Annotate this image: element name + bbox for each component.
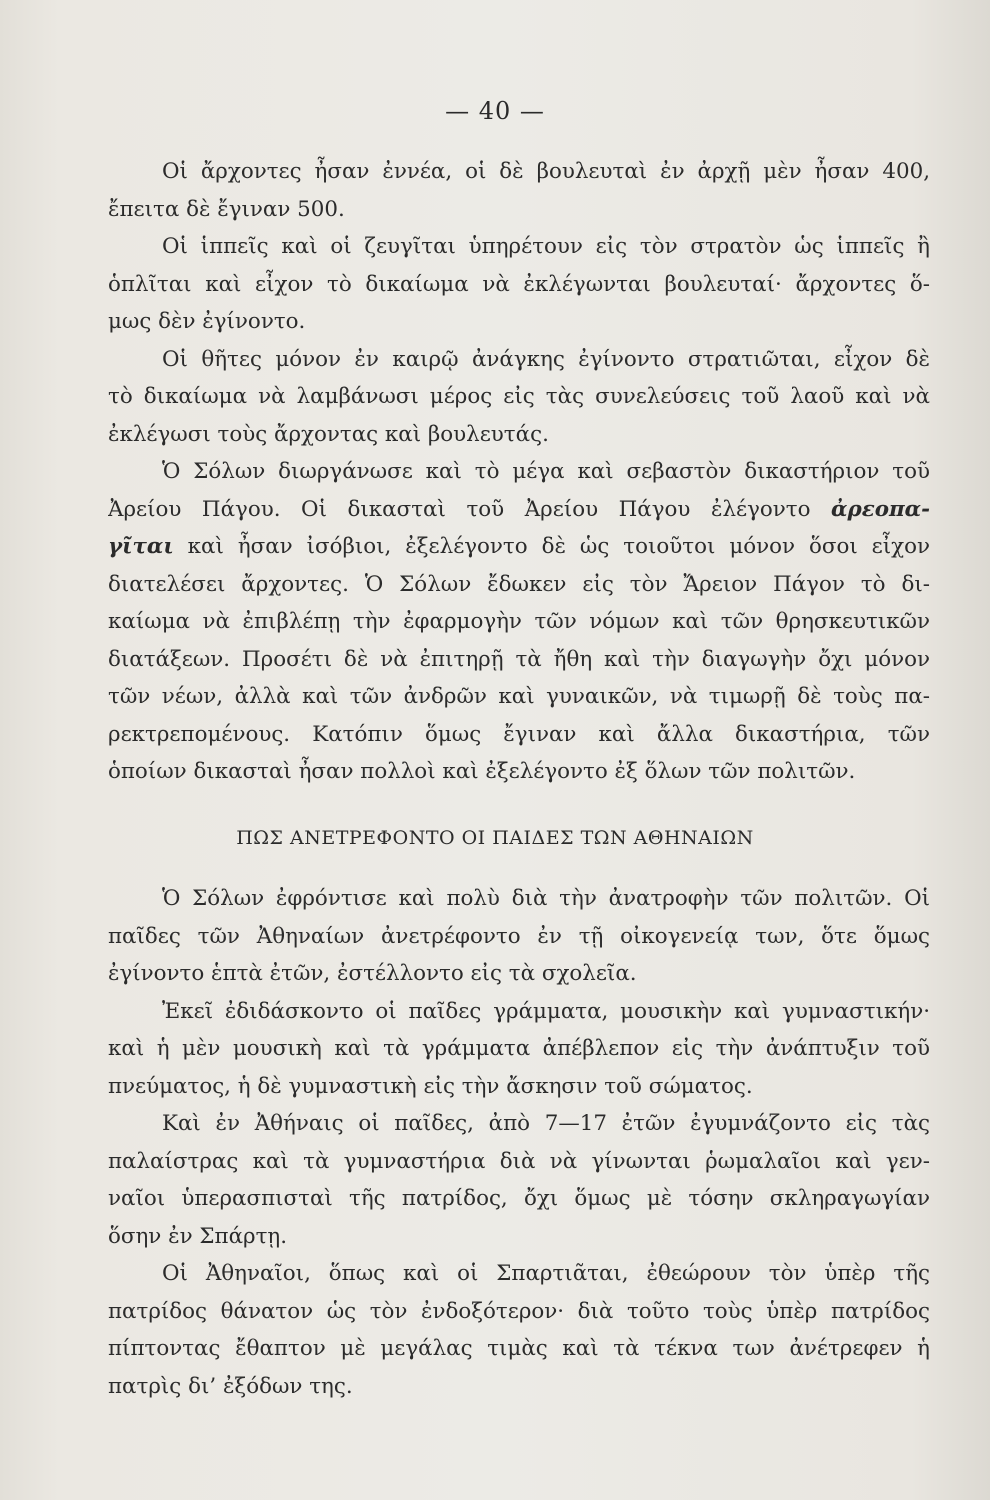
text-line-with-emphasis (108, 491, 930, 529)
text-line: Οἱ ἱππεῖς καὶ οἱ ζευγῖται ὑπηρέτουν εἰς τὸν στρατὸν ὡς ἱππεῖς ἢ (162, 234, 930, 259)
text-line: ἔπειτα δὲ ἔγιναν 500. (108, 196, 345, 222)
text-line: πατρὶς δι’ ἐξόδων της. (108, 1373, 353, 1399)
text-line: καὶ ἡ μὲν μουσικὴ καὶ τὰ γράμματα ἀπέβλεπον εἰς τὴν ἀνάπτυξιν τοῦ (108, 1036, 930, 1061)
section-1-text (108, 153, 930, 791)
section-2-text (108, 880, 930, 1405)
emphasis-term: ἀρεοπα- (831, 496, 930, 522)
text-line: πατρίδος θάνατον ὡς τὸν ἐνδοξότερον· διὰ τοῦτο τοὺς ὑπὲρ πατρίδος (108, 1298, 930, 1324)
text-line: ἐγίνοντο ἑπτὰ ἐτῶν, ἐστέλλοντο εἰς τὰ σχολεῖα. (108, 961, 637, 986)
text-line: διατάξεων. Προσέτι δὲ νὰ ἐπιτηρῇ τὰ ἤθη καὶ τὴν διαγωγὴν ὄχι μόνον (108, 646, 930, 672)
text-line: τὸ δικαίωμα νὰ λαμβάνωσι μέρος εἰς τὰς συνελεύσεις τοῦ λαοῦ καὶ νὰ (108, 384, 930, 409)
page-number: — 40 — (445, 97, 545, 125)
text-line: Οἱ θῆτες μόνον ἐν καιρῷ ἀνάγκης ἐγίνοντο στρατιῶται, εἶχον δὲ (162, 346, 930, 372)
text-line: ὁποίων δικασταὶ ἦσαν πολλοὶ καὶ ἐξελέγοντο ἐξ ὅλων τῶν πολιτῶν. (108, 759, 856, 784)
text-line: ἐκλέγωσι τοὺς ἄρχοντας καὶ βουλευτάς. (108, 421, 549, 447)
section-heading: ΠΩΣ ΑΝΕΤΡΕΦΟΝΤΟ ΟΙ ΠΑΙΔΕΣ ΤΩΝ ΑΘΗΝΑΙΩΝ (236, 827, 754, 849)
text-line: παῖδες τῶν Ἀθηναίων ἀνετρέφοντο ἐν τῇ οἰκογενείᾳ των, ὅτε ὅμως (108, 923, 930, 949)
text-line: Ἐκεῖ ἐδιδάσκοντο οἱ παῖδες γράμματα, μουσικὴν καὶ γυμναστικήν· (162, 998, 930, 1024)
text-line: Καὶ ἐν Ἀθήναις οἱ παῖδες, ἀπὸ 7—17 ἐτῶν ἐγυμνάζοντο εἰς τὰς (162, 1111, 930, 1136)
text-line-with-emphasis (108, 528, 930, 566)
text-line: τῶν νέων, ἀλλὰ καὶ τῶν ἀνδρῶν καὶ γυναικῶν, νὰ τιμωρῇ δὲ τοὺς πα- (108, 684, 930, 709)
text-line: Οἱ Ἀθηναῖοι, ὅπως καὶ οἱ Σπαρτιᾶται, ἐθεώρουν τὸν ὑπὲρ τῆς (162, 1261, 930, 1286)
text-line: παλαίστρας καὶ τὰ γυμναστήρια διὰ νὰ γίνωνται ῥωμαλαῖοι καὶ γεν- (108, 1148, 930, 1174)
text-line: πνεύματος, ἡ δὲ γυμναστικὴ εἰς τὴν ἄσκησιν τοῦ σώματος. (108, 1073, 753, 1099)
text-line: πίπτοντας ἔθαπτον μὲ μεγάλας τιμὰς καὶ τὰ τέκνα των ἀνέτρεφεν ἡ (108, 1336, 930, 1361)
emphasis-term: γῖται (108, 534, 174, 559)
text-line: Οἱ ἄρχοντες ἦσαν ἐννέα, οἱ δὲ βουλευταὶ ἐν ἀρχῇ μὲν ἦσαν 400, (162, 159, 930, 184)
text-span: Ἀρείου Πάγου. Οἱ δικασταὶ τοῦ Ἀρείου Πάγου ἐλέγοντο (108, 496, 811, 522)
text-line: ὅσην ἐν Σπάρτῃ. (108, 1223, 288, 1249)
text-line: μως δὲν ἐγίνοντο. (108, 309, 306, 334)
text-line: Ὁ Σόλων ἐφρόντισε καὶ πολὺ διὰ τὴν ἀνατροφὴν τῶν πολιτῶν. Οἱ (162, 886, 930, 911)
text-line: διατελέσει ἄρχοντες. Ὁ Σόλων ἔδωκεν εἰς τὸν Ἄρειον Πάγον τὸ δι- (108, 571, 930, 597)
text-line: Ὁ Σόλων διωργάνωσε καὶ τὸ μέγα καὶ σεβαστὸν δικαστήριον τοῦ (162, 459, 930, 484)
text-line: ρεκτρεπομένους. Κατόπιν ὅμως ἔγιναν καὶ ἄλλα δικαστήρια, τῶν (108, 721, 930, 747)
text-span: καὶ ἦσαν ἰσόβιοι, ἐξελέγοντο δὲ ὡς τοιοῦτοι μόνον ὅσοι εἶχον (187, 534, 930, 559)
text-line: καίωμα νὰ ἐπιβλέπῃ τὴν ἐφαρμογὴν τῶν νόμων καὶ τῶν θρησκευτικῶν (108, 609, 930, 634)
text-line: ναῖοι ὑπερασπισταὶ τῆς πατρίδος, ὄχι ὅμως μὲ τόσην σκληραγωγίαν (108, 1186, 930, 1211)
text-line: ὁπλῖται καὶ εἶχον τὸ δικαίωμα νὰ ἐκλέγωνται βουλευταί· ἄρχοντες ὅ- (108, 271, 930, 297)
